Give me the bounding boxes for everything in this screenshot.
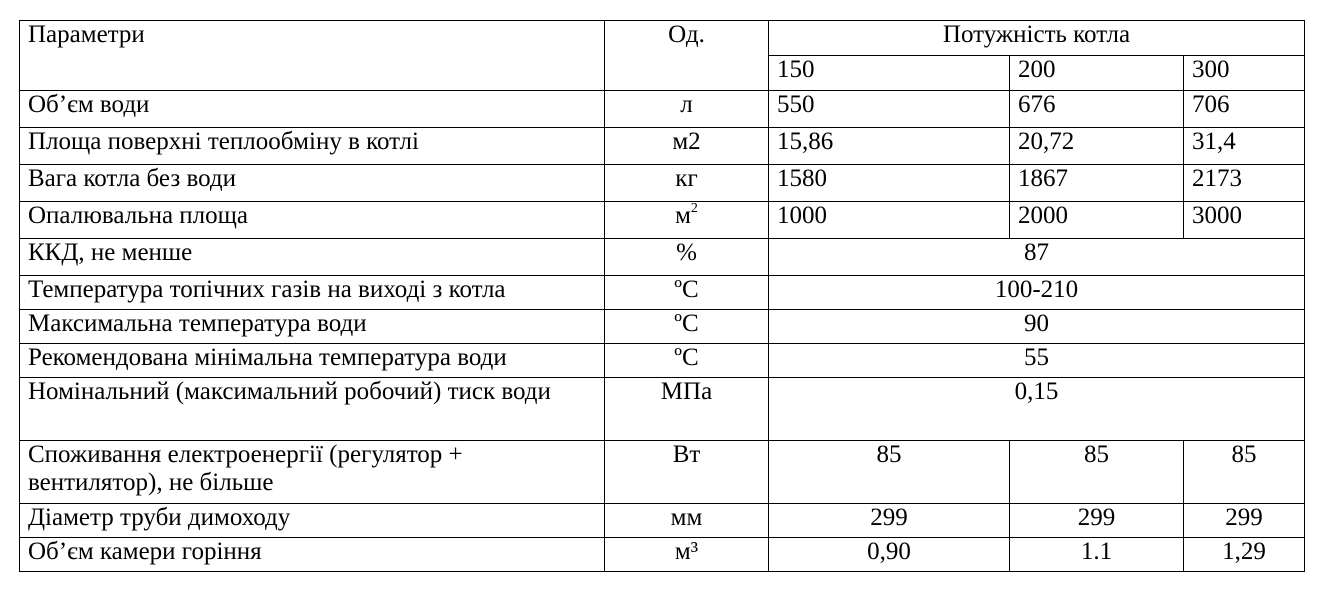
row-unit: МПа — [605, 378, 769, 441]
row-param: Номінальний (максимальний робочий) тиск води — [20, 378, 605, 441]
unit-base: м — [675, 202, 691, 229]
row-value: 0,90 — [769, 538, 1010, 572]
header-unit: Од. — [605, 21, 769, 91]
row-unit: мм — [605, 504, 769, 538]
table-row — [20, 441, 1305, 504]
row-value: 2173 — [1184, 165, 1305, 202]
table-row — [20, 202, 1305, 239]
row-value: 85 — [1184, 441, 1305, 504]
row-value: 1,29 — [1184, 538, 1305, 572]
row-value: 299 — [769, 504, 1010, 538]
unit-superscript: 2 — [690, 201, 698, 216]
header-power-150: 150 — [769, 56, 1010, 91]
row-param: Максимальна температура води — [20, 310, 605, 344]
row-param: Площа поверхні теплообміну в котлі — [20, 128, 605, 165]
row-param: Об’єм камери горіння — [20, 538, 605, 572]
row-value: 1867 — [1010, 165, 1184, 202]
row-unit: л — [605, 91, 769, 128]
row-value: 676 — [1010, 91, 1184, 128]
row-unit: м³ — [605, 538, 769, 572]
header-power-group: Потужність котла — [769, 21, 1305, 56]
row-value: 1000 — [769, 202, 1010, 239]
header-power-300: 300 — [1184, 56, 1305, 91]
row-value: 299 — [1184, 504, 1305, 538]
row-param: Температура топічних газів на виході з котла — [20, 276, 605, 310]
table-row — [20, 276, 1305, 310]
row-unit: % — [605, 239, 769, 276]
row-value: 31,4 — [1184, 128, 1305, 165]
row-unit: ºС — [605, 310, 769, 344]
row-value: 85 — [1010, 441, 1184, 504]
row-value: 1580 — [769, 165, 1010, 202]
row-value-merged: 90 — [769, 310, 1305, 344]
table-row — [20, 165, 1305, 202]
row-value: 3000 — [1184, 202, 1305, 239]
row-value-merged: 0,15 — [769, 378, 1305, 441]
header-param: Параметри — [20, 21, 605, 91]
header-row-1 — [20, 21, 1305, 56]
row-param: Споживання електроенергії (регулятор + вентилятор), не більше — [20, 441, 605, 504]
table-row — [20, 239, 1305, 276]
row-value: 15,86 — [769, 128, 1010, 165]
boiler-spec-table — [19, 20, 1305, 572]
header-power-200: 200 — [1010, 56, 1184, 91]
table-row — [20, 128, 1305, 165]
row-unit: ºС — [605, 344, 769, 378]
row-param: Опалювальна площа — [20, 202, 605, 239]
row-value: 299 — [1010, 504, 1184, 538]
row-value-merged: 100-210 — [769, 276, 1305, 310]
table-row — [20, 504, 1305, 538]
table-row — [20, 378, 1305, 441]
row-unit: Вт — [605, 441, 769, 504]
row-value: 1.1 — [1010, 538, 1184, 572]
row-value: 550 — [769, 91, 1010, 128]
row-unit: кг — [605, 165, 769, 202]
row-value: 2000 — [1010, 202, 1184, 239]
table-row — [20, 310, 1305, 344]
row-param: Вага котла без води — [20, 165, 605, 202]
row-unit: м2 — [605, 128, 769, 165]
row-value-merged: 55 — [769, 344, 1305, 378]
table-row — [20, 91, 1305, 128]
row-param: Об’єм води — [20, 91, 605, 128]
row-value: 20,72 — [1010, 128, 1184, 165]
row-value-merged: 87 — [769, 239, 1305, 276]
table-row — [20, 538, 1305, 572]
row-value: 706 — [1184, 91, 1305, 128]
row-param: Діаметр труби димоходу — [20, 504, 605, 538]
table-row — [20, 344, 1305, 378]
row-unit: ºС — [605, 276, 769, 310]
row-param: ККД, не менше — [20, 239, 605, 276]
row-value: 85 — [769, 441, 1010, 504]
row-unit — [605, 202, 769, 239]
row-param: Рекомендована мінімальна температура води — [20, 344, 605, 378]
